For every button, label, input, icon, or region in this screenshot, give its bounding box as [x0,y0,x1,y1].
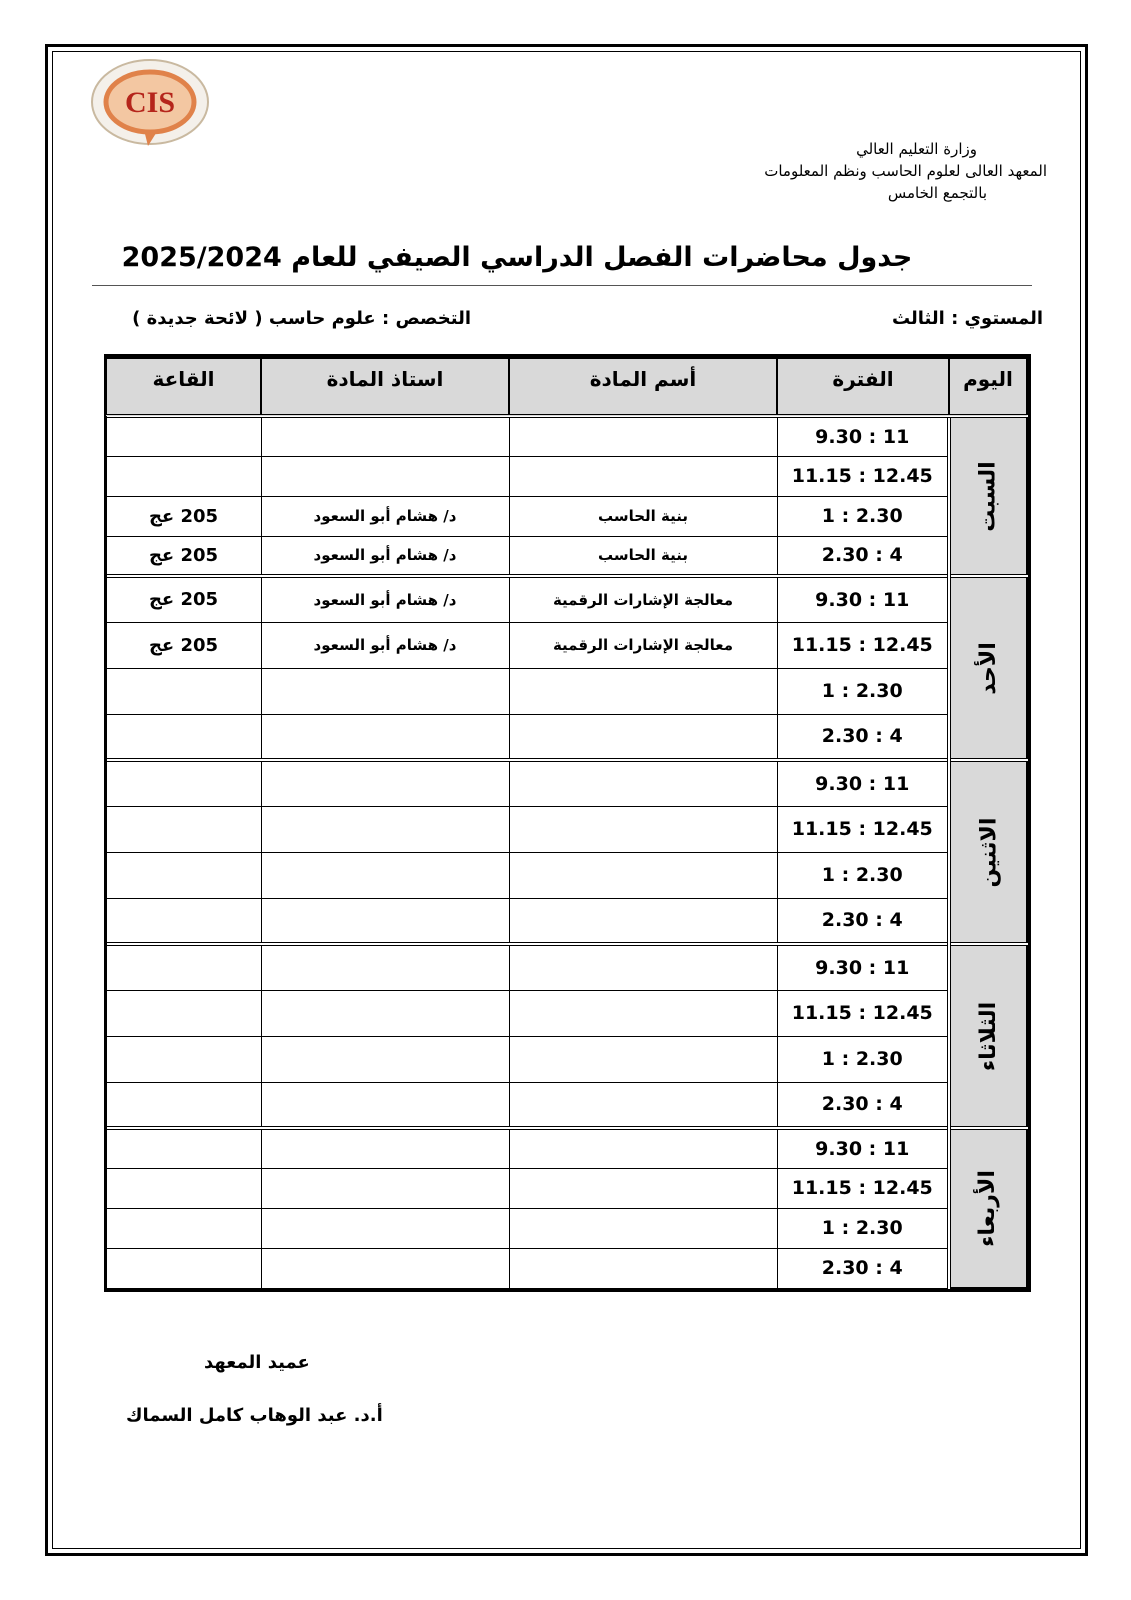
table-row [106,714,1027,760]
table-row [106,760,1027,806]
course-cell [509,1036,777,1082]
table-row [106,576,1027,622]
period-cell: 12.45 : 11.15 [777,990,949,1036]
room-cell [106,416,261,456]
course-cell: بنية الحاسب [509,496,777,536]
room-cell [106,1128,261,1168]
room-cell [106,944,261,990]
day-label: السبت [976,460,1001,532]
course-cell [509,456,777,496]
specialization-label: التخصص : علوم حاسب ( لائحة جديدة ) [132,308,471,329]
teacher-cell [261,944,509,990]
course-cell [509,714,777,760]
course-cell [509,990,777,1036]
teacher-cell [261,1036,509,1082]
institute-logo [86,56,216,152]
teacher-cell [261,1082,509,1128]
course-cell [509,898,777,944]
room-cell [106,760,261,806]
ministry-line: وزارة التعليم العالي [856,140,977,158]
teacher-cell [261,806,509,852]
table-row [106,990,1027,1036]
room-cell [106,714,261,760]
course-cell: بنية الحاسب [509,536,777,576]
page-title: جدول محاضرات الفصل الدراسي الصيفي للعام 2025/2024 [92,238,1032,286]
period-cell: 2.30 : 1 [777,852,949,898]
teacher-cell [261,456,509,496]
period-cell: 12.45 : 11.15 [777,1168,949,1208]
day-label: الاثنين [975,817,1001,887]
course-cell: معالجة الإشارات الرقمية [509,576,777,622]
table-row [106,622,1027,668]
period-cell: 2.30 : 1 [777,1036,949,1082]
period-cell: 4 : 2.30 [777,898,949,944]
table-header-row [106,358,1027,416]
header-teacher: استاذ المادة [261,358,509,416]
room-cell [106,852,261,898]
period-cell: 11 : 9.30 [777,760,949,806]
teacher-cell [261,1128,509,1168]
room-cell: 205 عج [106,576,261,622]
table-row [106,944,1027,990]
room-cell [106,1168,261,1208]
teacher-cell [261,668,509,714]
period-cell: 4 : 2.30 [777,1082,949,1128]
day-cell [949,760,1027,944]
header-course: أسم المادة [509,358,777,416]
teacher-cell [261,760,509,806]
teacher-cell: د/ هشام أبو السعود [261,576,509,622]
day-label: الثلاثاء [975,1001,1001,1071]
teacher-cell [261,1248,509,1288]
teacher-cell [261,1208,509,1248]
period-cell: 2.30 : 1 [777,668,949,714]
teacher-cell [261,852,509,898]
institute-line: المعهد العالى لعلوم الحاسب ونظم المعلومات [764,162,1047,180]
room-cell [106,806,261,852]
table-row [106,536,1027,576]
room-cell [106,668,261,714]
period-cell: 11 : 9.30 [777,1128,949,1168]
room-cell [106,898,261,944]
teacher-cell [261,416,509,456]
teacher-cell: د/ هشام أبو السعود [261,622,509,668]
header-day: اليوم [949,358,1027,416]
course-cell [509,1168,777,1208]
period-cell: 12.45 : 11.15 [777,806,949,852]
period-cell: 4 : 2.30 [777,1248,949,1288]
room-cell: 205 عج [106,622,261,668]
level-label: المستوي : الثالث [891,308,1043,329]
teacher-cell: د/ هشام أبو السعود [261,496,509,536]
period-cell: 11 : 9.30 [777,944,949,990]
table-row [106,668,1027,714]
table-row [106,1082,1027,1128]
table-row [106,852,1027,898]
period-cell: 12.45 : 11.15 [777,456,949,496]
course-cell [509,1208,777,1248]
dean-title: عميد المعهد [204,1352,310,1373]
header-period: الفترة [777,358,949,416]
table-row [106,1168,1027,1208]
day-cell [949,1128,1027,1288]
header-room: القاعة [106,358,261,416]
course-cell: معالجة الإشارات الرقمية [509,622,777,668]
day-cell [949,944,1027,1128]
teacher-cell [261,990,509,1036]
period-cell: 4 : 2.30 [777,536,949,576]
room-cell [106,1082,261,1128]
course-cell [509,944,777,990]
institution-header [627,138,1047,204]
room-cell [106,1208,261,1248]
course-cell [509,1248,777,1288]
teacher-cell: د/ هشام أبو السعود [261,536,509,576]
room-cell [106,456,261,496]
course-cell [509,1082,777,1128]
day-cell [949,416,1027,576]
table-row [106,806,1027,852]
course-cell [509,668,777,714]
teacher-cell [261,898,509,944]
table-row [106,898,1027,944]
period-cell: 12.45 : 11.15 [777,622,949,668]
period-cell: 11 : 9.30 [777,416,949,456]
table-row [106,416,1027,456]
period-cell: 2.30 : 1 [777,1208,949,1248]
room-cell: 205 عج [106,496,261,536]
day-label: الأربعاء [975,1170,1001,1247]
table-row [106,496,1027,536]
period-cell: 4 : 2.30 [777,714,949,760]
dean-name: أ.د. عبد الوهاب كامل السماك [126,1405,383,1426]
course-cell [509,852,777,898]
table-row [106,456,1027,496]
day-label: الأحد [976,641,1001,695]
course-cell [509,1128,777,1168]
course-cell [509,416,777,456]
course-cell [509,760,777,806]
day-cell [949,576,1027,760]
location-line: بالتجمع الخامس [887,184,987,202]
period-cell: 11 : 9.30 [777,576,949,622]
logo-text: CIS [124,86,176,119]
table-row [106,1248,1027,1288]
table-row [106,1128,1027,1168]
room-cell: 205 عج [106,536,261,576]
teacher-cell [261,714,509,760]
room-cell [106,1036,261,1082]
period-cell: 2.30 : 1 [777,496,949,536]
course-cell [509,806,777,852]
table-row [106,1036,1027,1082]
schedule-table [104,354,1031,1292]
table-row [106,1208,1027,1248]
room-cell [106,1248,261,1288]
room-cell [106,990,261,1036]
teacher-cell [261,1168,509,1208]
